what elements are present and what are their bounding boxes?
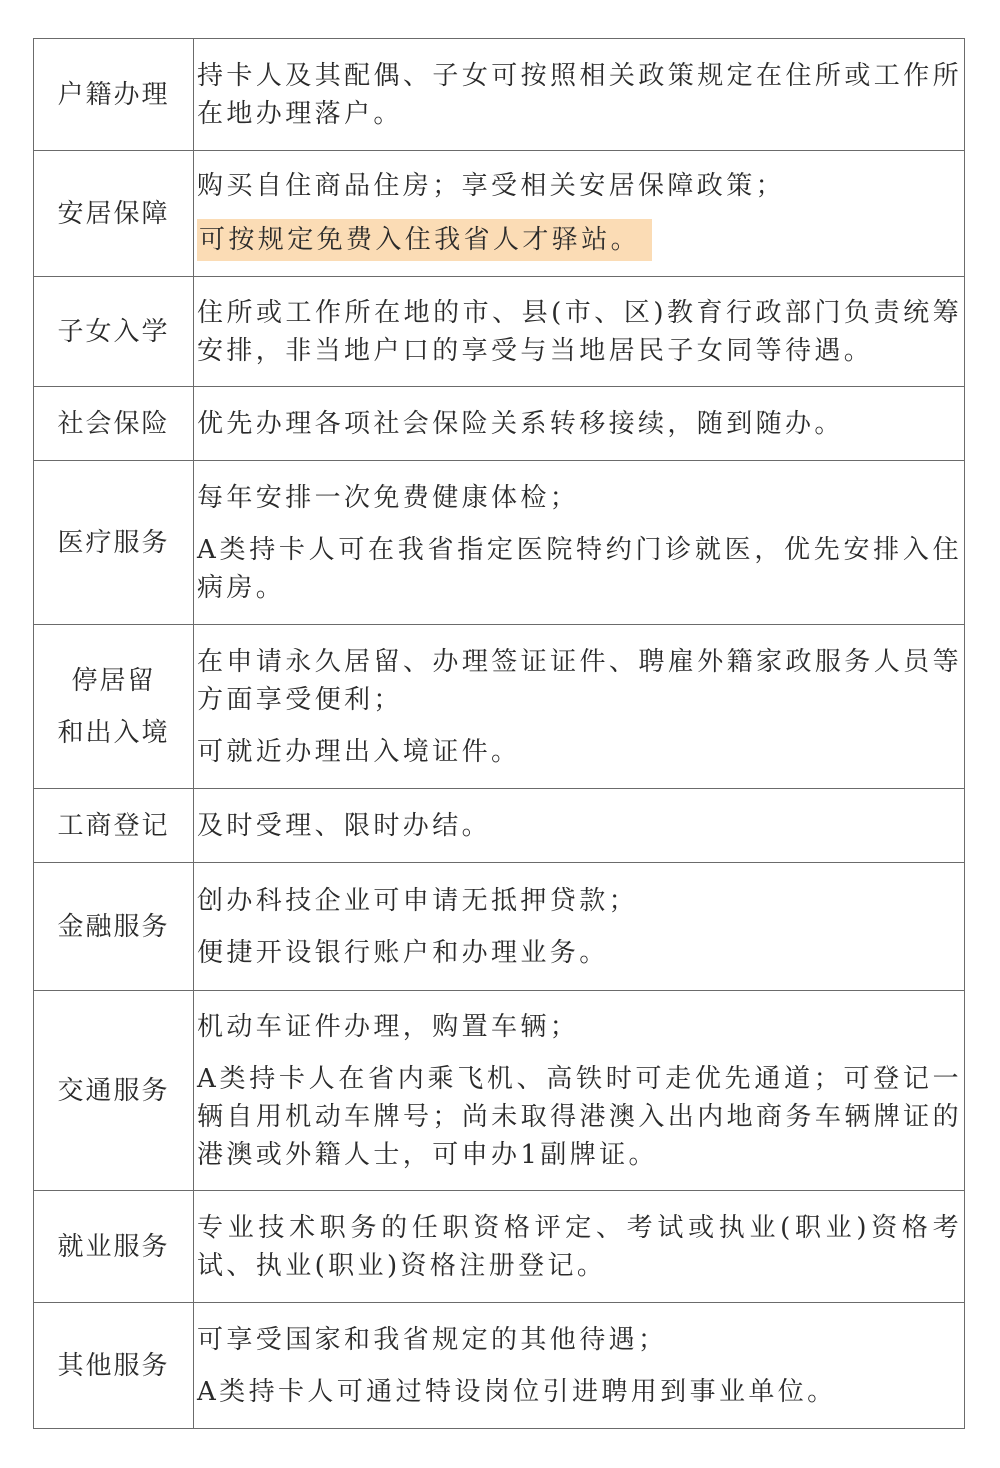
description-cell — [194, 39, 965, 151]
description-text: 可就近办理出入境证件。 — [197, 736, 521, 767]
description-cell — [194, 277, 965, 387]
category-cell: 社会保险 — [34, 387, 194, 461]
table-row — [34, 151, 965, 277]
category-cell: 其他服务 — [34, 1303, 194, 1429]
table-row — [34, 39, 965, 151]
description-text: A类持卡人在省内乘飞机、高铁时可走优先通道；可登记一辆自用机动车牌号；尚未取得港澳入出内地商务车辆牌证的港澳或外籍人士，可申办1副牌证。 — [197, 1063, 962, 1170]
description-text: 及时受理、限时办结。 — [197, 810, 492, 841]
description-text: 购买自住商品住房；享受相关安居保障政策； — [197, 170, 786, 201]
table-row — [34, 387, 965, 461]
benefits-table — [33, 38, 965, 1429]
description-cell — [194, 991, 965, 1191]
category-line: 和出入境 — [57, 717, 170, 748]
description-text: 持卡人及其配偶、子女可按照相关政策规定在住所或工作所在地办理落户。 — [197, 60, 962, 129]
table-row — [34, 277, 965, 387]
table-row — [34, 991, 965, 1191]
category-line: 停居留 — [71, 665, 156, 696]
description-cell — [194, 151, 965, 277]
category-cell — [34, 625, 194, 789]
description-cell — [194, 625, 965, 789]
table-row — [34, 863, 965, 991]
category-cell: 医疗服务 — [34, 461, 194, 625]
category-cell: 安居保障 — [34, 151, 194, 277]
description-cell — [194, 461, 965, 625]
description-text: 创办科技企业可申请无抵押贷款； — [197, 885, 639, 916]
description-text: 便捷开设银行账户和办理业务。 — [197, 937, 609, 968]
table-row — [34, 1303, 965, 1429]
category-cell: 金融服务 — [34, 863, 194, 991]
description-cell — [194, 789, 965, 863]
description-text: A类持卡人可通过特设岗位引进聘用到事业单位。 — [197, 1376, 837, 1407]
highlighted-text: 可按规定免费入住我省人才驿站。 — [197, 219, 652, 261]
description-text: A类持卡人可在我省指定医院特约门诊就医，优先安排入住病房。 — [197, 534, 962, 603]
table-row — [34, 461, 965, 625]
description-cell — [194, 863, 965, 991]
description-text: 专业技术职务的任职资格评定、考试或执业(职业)资格考试、执业(职业)资格注册登记。 — [197, 1212, 962, 1281]
description-text: 在申请永久居留、办理签证证件、聘雇外籍家政服务人员等方面享受便利； — [197, 646, 962, 715]
description-text: 可享受国家和我省规定的其他待遇； — [197, 1324, 668, 1355]
description-text: 优先办理各项社会保险关系转移接续，随到随办。 — [197, 408, 844, 439]
category-cell: 交通服务 — [34, 991, 194, 1191]
table-row — [34, 1191, 965, 1303]
category-cell: 就业服务 — [34, 1191, 194, 1303]
table-row — [34, 789, 965, 863]
category-cell: 子女入学 — [34, 277, 194, 387]
description-text: 住所或工作所在地的市、县(市、区)教育行政部门负责统筹安排，非当地户口的享受与当地居民子女同等待遇。 — [197, 297, 962, 366]
description-cell — [194, 387, 965, 461]
table-row — [34, 625, 965, 789]
description-cell — [194, 1303, 965, 1429]
description-text: 机动车证件办理，购置车辆； — [197, 1011, 580, 1042]
category-cell: 工商登记 — [34, 789, 194, 863]
category-cell: 户籍办理 — [34, 39, 194, 151]
description-cell — [194, 1191, 965, 1303]
description-text: 每年安排一次免费健康体检； — [197, 482, 580, 513]
